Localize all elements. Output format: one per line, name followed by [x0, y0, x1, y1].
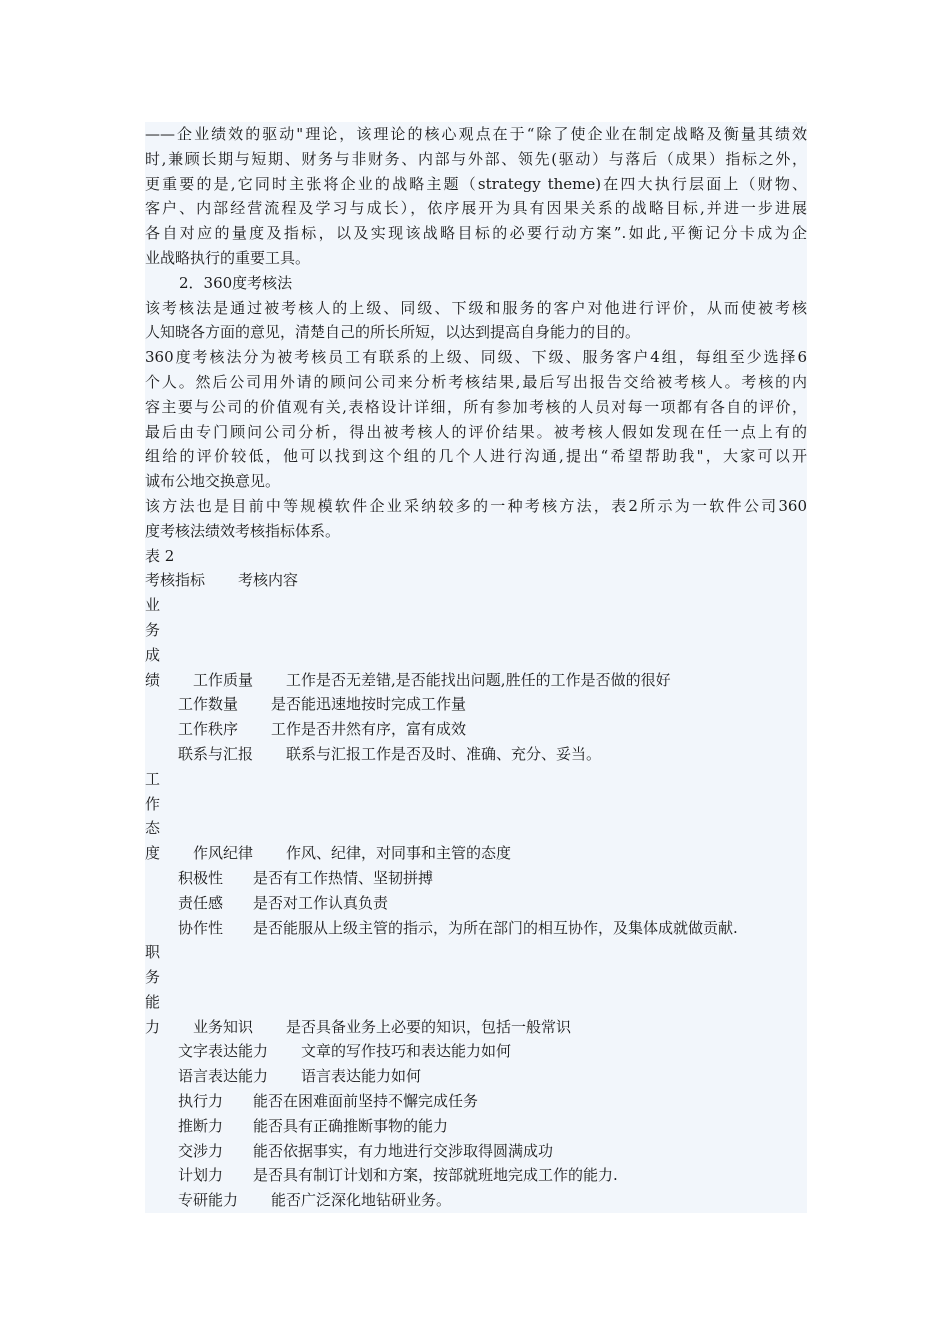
row-item: 推断力 [178, 1116, 224, 1135]
category-char: 务 [145, 620, 161, 639]
row-item: 文字表达能力 [178, 1042, 269, 1061]
table-row [145, 1039, 807, 1064]
row-content: 工作是否井然有序，富有成效 [271, 720, 467, 739]
row-content: 文章的写作技巧和表达能力如何 [301, 1042, 512, 1061]
row-content: 是否具备业务上必要的知识，包括一般常识 [286, 1017, 572, 1036]
row-item: 计划力 [178, 1166, 224, 1185]
table-row [145, 1089, 807, 1114]
category-char: 成 [145, 645, 161, 664]
table-row [145, 916, 807, 941]
table-row [145, 866, 807, 891]
intro-line: 各自对应的量度及指标，以及实现该战略目标的必要行动方案”.如此,平衡记分卡成为企 [145, 224, 807, 243]
paragraph-line: 诚布公地交换意见。 [145, 472, 281, 491]
row-item: 积极性 [178, 868, 224, 887]
row-item: 业务知识 [193, 1017, 254, 1036]
row-item: 交涉力 [178, 1141, 224, 1160]
row-item: 联系与汇报 [178, 744, 254, 763]
row-content: 是否能服从上级主管的指示，为所在部门的相互协作，及集体成就做贡献. [253, 918, 738, 937]
paragraph-line: 度考核法绩效考核指标体系。 [145, 521, 341, 540]
category-char: 业 [145, 596, 161, 615]
row-item: 专研能力 [178, 1191, 239, 1210]
category-char: 度 [145, 844, 161, 863]
row-content: 能否广泛深化地钻研业务。 [271, 1191, 452, 1210]
row-content: 语言表达能力如何 [301, 1067, 422, 1086]
table-row [145, 1114, 807, 1139]
table-row [145, 1139, 807, 1164]
document-body [145, 122, 807, 1213]
row-item: 语言表达能力 [178, 1067, 269, 1086]
row-content: 是否有工作热情、坚韧拼搏 [253, 868, 434, 887]
row-item: 协作性 [178, 918, 224, 937]
table-row [145, 1064, 807, 1089]
row-item: 作风纪律 [193, 844, 254, 863]
category-char: 职 [145, 943, 161, 962]
table-row [145, 1015, 807, 1040]
table-caption: 表 2 [145, 546, 175, 565]
intro-line: 更重要的是,它同时主张将企业的战略主题（strategy theme)在四大执行层面上（财物、 [145, 174, 807, 193]
category-char: 绩 [145, 670, 161, 689]
row-content: 能否依据事实，有力地进行交涉取得圆满成功 [253, 1141, 554, 1160]
paragraph-line: 容主要与公司的价值观有关,表格设计详细，所有参加考核的人员对每一项都有各自的评价， [145, 397, 807, 416]
paragraph-line: 个人。然后公司用外请的顾问公司来分析考核结果,最后写出报告交给被考核人。考核的内 [145, 372, 807, 391]
intro-line: ——企业绩效的驱动"理论，该理论的核心观点在于“除了使企业在制定战略及衡量其绩效 [145, 125, 807, 143]
category-char: 力 [145, 1017, 161, 1036]
row-content: 是否具有制订计划和方案，按部就班地完成工作的能力. [253, 1166, 618, 1185]
table-row [145, 1188, 807, 1213]
paragraph-line: 组给的评价较低，他可以找到这个组的几个人进行沟通,提出“希望帮助我"，大家可以开 [145, 447, 807, 466]
paragraph-line: 最后由专门顾问公司分析，得出被考核人的评价结果。被考核人假如发现在任一点上有的 [145, 422, 807, 441]
intro-line: 业战略执行的重要工具。 [145, 248, 311, 267]
intro-line: 时,兼顾长期与短期、财务与非财务、内部与外部、领先(驱动）与落后（成果）指标之外， [145, 149, 807, 168]
paragraph-line: 该考核法是通过被考核人的上级、同级、下级和服务的客户对他进行评价，从而使被考核 [145, 298, 807, 317]
category-char: 能 [145, 992, 161, 1011]
paragraph-line: 360度考核法分为被考核员工有联系的上级、同级、下级、服务客户4组，每组至少选择6 [145, 348, 807, 367]
row-content: 联系与汇报工作是否及时、准确、充分、妥当。 [286, 744, 602, 763]
table-row [145, 668, 807, 693]
table-row [145, 891, 807, 916]
row-item: 工作数量 [178, 695, 239, 714]
row-item: 责任感 [178, 893, 224, 912]
row-content: 工作是否无差错,是否能找出问题,胜任的工作是否做的很好 [286, 670, 671, 689]
header-content: 考核内容 [238, 571, 299, 590]
row-content: 是否能迅速地按时完成工作量 [271, 695, 467, 714]
row-content: 作风、纪律，对同事和主管的态度 [286, 844, 512, 863]
table-row [145, 841, 807, 866]
row-item: 执行力 [178, 1092, 224, 1111]
row-item: 工作秩序 [178, 720, 239, 739]
section-heading: 2．360度考核法 [179, 273, 293, 292]
row-item: 工作质量 [193, 670, 254, 689]
table-row [145, 717, 807, 742]
table-row [145, 742, 807, 767]
intro-line: 客户、内部经营流程及学习与成长），依序展开为具有因果关系的战略目标,并进一步进展 [145, 199, 807, 218]
category-char: 作 [145, 794, 161, 813]
table-header [145, 568, 807, 593]
category-char: 务 [145, 968, 161, 987]
row-content: 能否在困难面前坚持不懈完成任务 [253, 1092, 479, 1111]
row-content: 是否对工作认真负责 [253, 893, 389, 912]
category-char: 态 [145, 819, 161, 838]
category-char: 工 [145, 769, 161, 788]
paragraph-line: 该方法也是目前中等规模软件企业采纳较多的一种考核方法，表2所示为一软件公司360 [145, 496, 807, 515]
paragraph-line: 人知晓各方面的意见，清楚自己的所长所短，以达到提高自身能力的目的。 [145, 323, 641, 342]
table-row [145, 1163, 807, 1188]
table-row [145, 692, 807, 717]
header-indicator: 考核指标 [145, 571, 206, 590]
row-content: 能否具有正确推断事物的能力 [253, 1116, 449, 1135]
